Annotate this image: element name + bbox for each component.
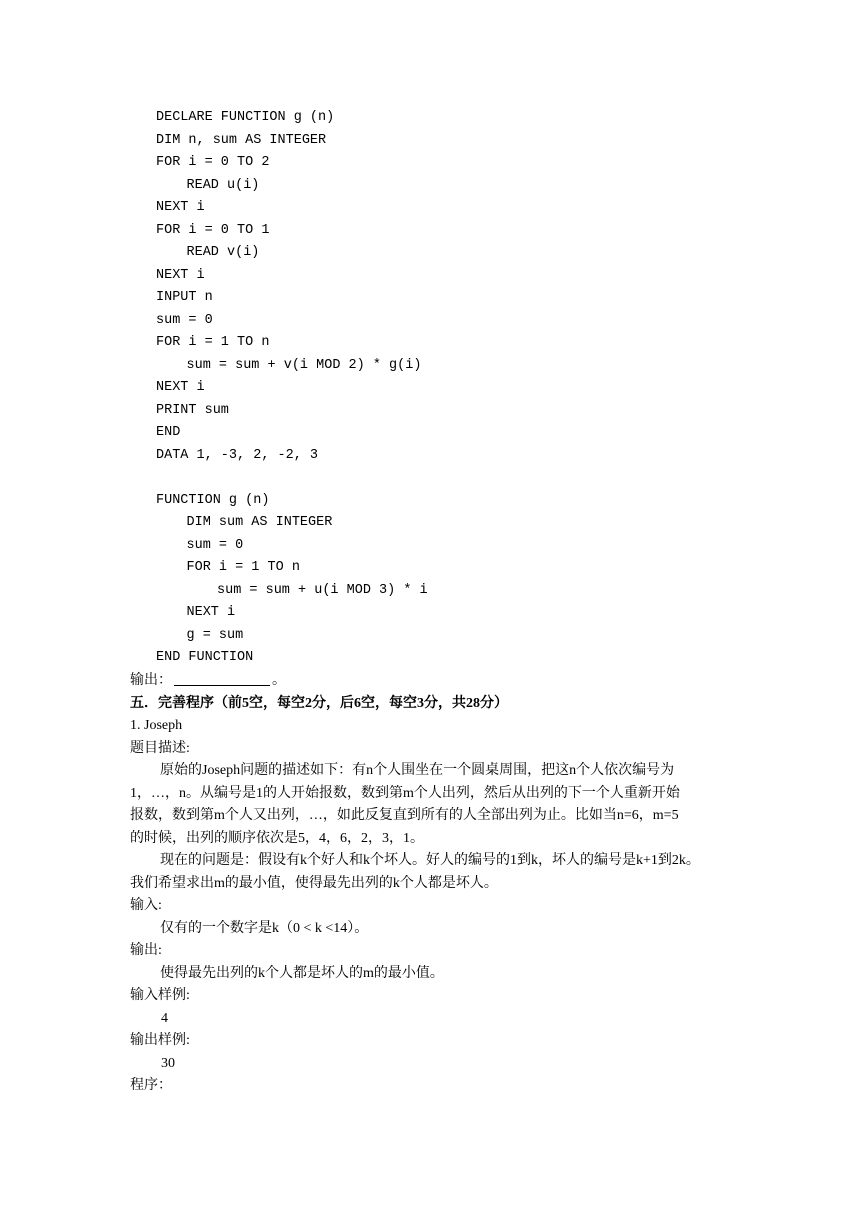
program-label: 程序： [130, 1078, 172, 1093]
problem-title: 1. Joseph [130, 718, 183, 733]
text-block [130, 670, 730, 1098]
code-line: DECLARE FUNCTION g (n) [156, 110, 335, 125]
sample-input-label: 输入样例: [130, 988, 190, 1003]
output-label: 输出： [130, 673, 172, 688]
description-line: 我们希望求出m的最小值，使得最先出列的k个人都是坏人。 [130, 875, 498, 891]
code-line: DIM n, sum AS INTEGER [156, 132, 327, 148]
code-line: g = sum [186, 627, 244, 643]
code-line: END [156, 425, 181, 440]
code-line: sum = 0 [186, 537, 244, 553]
code-line: sum = sum + v(i MOD 2) * g(i) [186, 357, 422, 373]
code-block [156, 107, 428, 670]
output-description: 使得最先出列的k个人都是坏人的m的最小值。 [160, 965, 444, 981]
output-label-heading: 输出: [130, 943, 162, 958]
code-line: NEXT i [156, 380, 205, 395]
description-line: 原始的Joseph问题的描述如下：有n个人围坐在一个圆桌周围，把这n个人依次编号为 [160, 763, 675, 778]
code-line: READ v(i) [186, 245, 260, 260]
code-line: INPUT n [156, 290, 213, 305]
code-line [156, 467, 428, 490]
code-line: FUNCTION g (n) [156, 492, 270, 508]
description-line: 的时候，出列的顺序依次是5，4，6，2，3，1。 [130, 830, 424, 846]
input-description: 仅有的一个数字是k（0 < k <14）。 [160, 920, 369, 936]
output-answer-line [130, 670, 730, 693]
code-line: DIM sum AS INTEGER [186, 515, 333, 530]
output-suffix: 。 [272, 673, 286, 688]
code-line: PRINT sum [156, 402, 229, 418]
input-label: 输入: [130, 898, 162, 913]
code-line: FOR i = 0 TO 1 [156, 222, 270, 238]
code-line: READ u(i) [186, 177, 260, 193]
code-line: NEXT i [156, 267, 205, 283]
code-line: NEXT i [186, 605, 236, 620]
code-line: sum = 0 [156, 312, 213, 328]
sample-output-label: 输出样例: [130, 1033, 190, 1048]
code-line: DATA 1, -3, 2, -2, 3 [156, 447, 319, 463]
code-line: FOR i = 0 TO 2 [156, 155, 270, 170]
sample-input-value: 4 [161, 1010, 168, 1026]
code-line: sum = sum + u(i MOD 3) * i [217, 582, 428, 598]
code-line: END FUNCTION [156, 650, 254, 665]
code-line: FOR i = 1 TO n [156, 335, 270, 350]
description-line: 现在的问题是：假设有k个好人和k个坏人。好人的编号的1到k，坏人的编号是k+1到2k。 [160, 853, 700, 868]
description-line: 1，…，n。从编号是1的人开始报数，数到第m个人出列，然后从出列的下一个人重新开始 [130, 785, 680, 801]
answer-blank [174, 671, 270, 686]
sample-output-value: 30 [161, 1055, 175, 1071]
section-heading: 五．完善程序（前5空，每空2分，后6空，每空3分，共28分） [130, 695, 508, 711]
description-label: 题目描述: [130, 740, 190, 756]
code-line: FOR i = 1 TO n [186, 560, 300, 575]
description-line: 报数，数到第m个人又出列，…，如此反复直到所有的人全部出列为止。比如当n=6，m=5 [130, 808, 679, 823]
code-line: NEXT i [156, 200, 205, 215]
